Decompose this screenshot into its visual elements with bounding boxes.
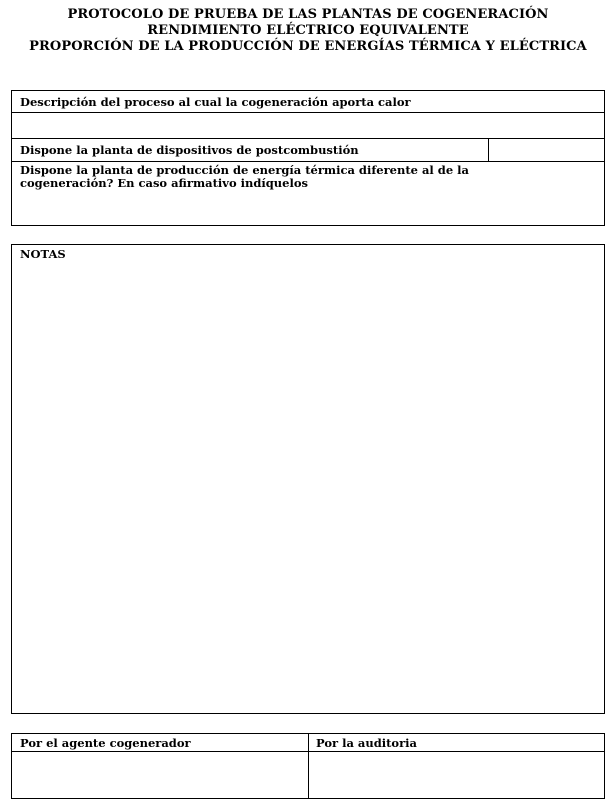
auditor-signature-label: Por la auditoria [316, 736, 417, 750]
divider [12, 161, 604, 162]
form-title: PROTOCOLO DE PRUEBA DE LAS PLANTAS DE COGENERACIÓN [67, 7, 549, 22]
notes-label: NOTAS [20, 247, 66, 261]
process-description-label: Descripción del proceso al cual la cogeneración aporta calor [20, 95, 411, 109]
cogenerator-signature-field[interactable] [12, 752, 308, 798]
cogenerator-signature-label: Por el agente cogenerador [20, 736, 191, 750]
thermal-plant-answer-field[interactable] [12, 191, 604, 225]
signatures-section [11, 733, 605, 799]
process-info-section [11, 90, 605, 226]
postcombustion-label: Dispone la planta de dispositivos de postcombustión [20, 143, 359, 157]
form-subtitle: RENDIMIENTO ELÉCTRICO EQUIVALENTE [147, 23, 469, 38]
thermal-plant-label: Dispone la planta de producción de energía térmica diferente al de la cogeneración? En caso afirmativo indíquelos [20, 163, 469, 190]
notes-section [11, 244, 605, 714]
notes-field[interactable] [12, 263, 604, 713]
postcombustion-answer-field[interactable] [489, 139, 604, 161]
form-subtitle-2: PROPORCIÓN DE LA PRODUCCIÓN DE ENERGÍAS TÉRMICA Y ELÉCTRICA [29, 39, 587, 54]
auditor-signature-field[interactable] [309, 752, 604, 798]
process-description-field[interactable] [12, 113, 604, 138]
